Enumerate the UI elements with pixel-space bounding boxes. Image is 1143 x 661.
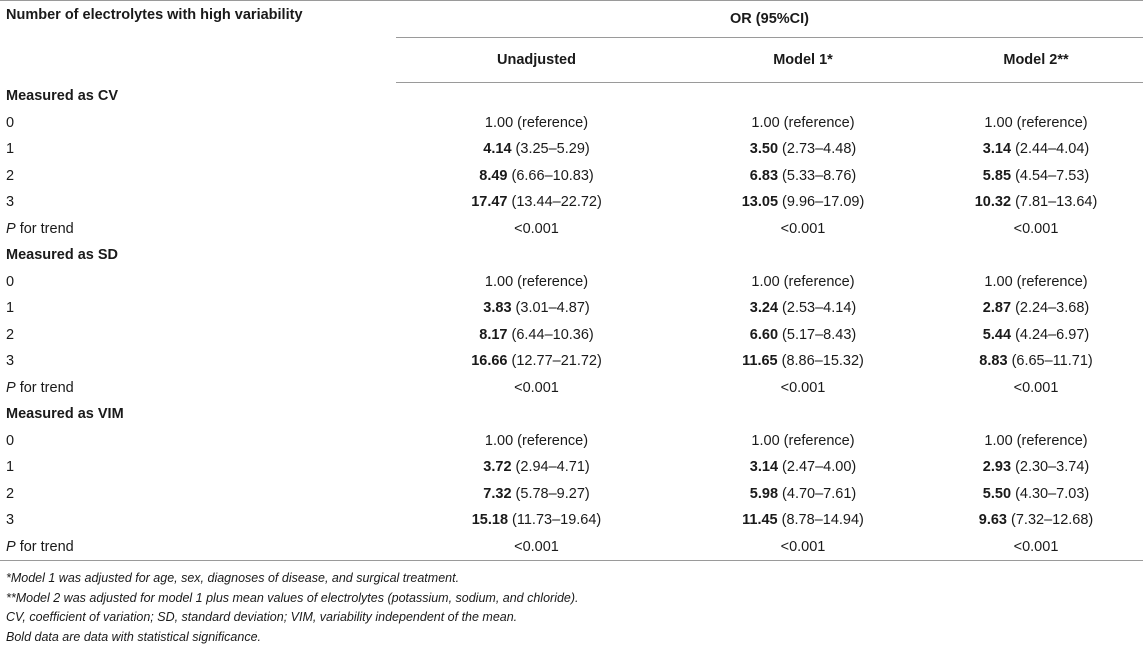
table-cell bbox=[396, 322, 677, 349]
confidence-interval: (6.44–10.36) bbox=[511, 326, 594, 343]
odds-ratio-value: 13.05 bbox=[741, 194, 779, 211]
odds-ratio-value: 9.63 bbox=[978, 512, 1007, 529]
section-title: Measured as CV bbox=[6, 88, 119, 105]
table-cell bbox=[396, 163, 677, 190]
odds-ratio-value: 5.85 bbox=[982, 167, 1012, 184]
section-header-row bbox=[0, 83, 1143, 110]
table-cell bbox=[677, 348, 929, 375]
row-label: 1 bbox=[6, 141, 15, 158]
confidence-interval: (7.81–13.64) bbox=[1015, 194, 1098, 211]
table-cell bbox=[677, 454, 929, 481]
row-label: 0 bbox=[6, 273, 15, 290]
table-cell bbox=[929, 295, 1143, 322]
table-cell: 1.00 (reference) bbox=[984, 432, 1088, 449]
table-cell bbox=[929, 454, 1143, 481]
table-row bbox=[0, 295, 1143, 322]
confidence-interval: (2.44–4.04) bbox=[1015, 141, 1090, 158]
odds-ratio-value: 3.14 bbox=[749, 459, 779, 476]
table-cell: 1.00 (reference) bbox=[751, 114, 855, 131]
table-cell bbox=[396, 481, 677, 508]
confidence-interval: (7.32–12.68) bbox=[1011, 512, 1094, 529]
table-cell: 1.00 (reference) bbox=[984, 273, 1088, 290]
table-row bbox=[0, 216, 1143, 243]
table-cell bbox=[396, 454, 677, 481]
column-header-unadjusted: Unadjusted bbox=[396, 38, 677, 83]
confidence-interval: (12.77–21.72) bbox=[511, 353, 602, 370]
table-cell: <0.001 bbox=[1013, 379, 1059, 396]
table-cell bbox=[677, 136, 929, 163]
row-label: 0 bbox=[6, 432, 15, 449]
table-cell: <0.001 bbox=[514, 220, 559, 237]
odds-ratio-value: 2.87 bbox=[982, 300, 1012, 317]
confidence-interval: (5.78–9.27) bbox=[515, 485, 590, 502]
table-cell bbox=[396, 348, 677, 375]
row-label: 3 bbox=[6, 353, 15, 370]
table-row bbox=[0, 481, 1143, 508]
odds-ratio-value: 11.65 bbox=[742, 353, 778, 370]
odds-ratio-value: 10.32 bbox=[974, 194, 1012, 211]
odds-ratio-value: 3.72 bbox=[483, 459, 512, 476]
table-cell: <0.001 bbox=[677, 534, 929, 561]
confidence-interval: (6.65–11.71) bbox=[1011, 353, 1093, 370]
row-label-italic: P bbox=[6, 220, 16, 237]
confidence-interval: (2.30–3.74) bbox=[1015, 459, 1090, 476]
table-cell: 1.00 (reference) bbox=[484, 114, 589, 131]
row-label: 3 bbox=[6, 512, 15, 529]
section-title: Measured as SD bbox=[6, 247, 119, 264]
confidence-interval: (11.73–19.64) bbox=[512, 512, 602, 529]
table-cell bbox=[929, 481, 1143, 508]
row-label: 3 bbox=[6, 194, 15, 211]
row-label: 2 bbox=[6, 485, 15, 502]
column-header-model-2: Model 2** bbox=[929, 38, 1143, 83]
odds-ratio-value: 4.14 bbox=[483, 141, 512, 158]
confidence-interval: (13.44–22.72) bbox=[511, 194, 602, 211]
confidence-interval: (3.01–4.87) bbox=[515, 300, 590, 317]
confidence-interval: (8.86–15.32) bbox=[781, 353, 864, 370]
table-cell bbox=[929, 189, 1143, 216]
table-cell bbox=[677, 322, 929, 349]
table-cell bbox=[677, 295, 929, 322]
row-label: 0 bbox=[6, 114, 15, 131]
table-cell: <0.001 bbox=[929, 534, 1143, 561]
confidence-interval: (2.53–4.14) bbox=[782, 300, 857, 317]
table-cell bbox=[396, 507, 677, 534]
odds-ratio-value: 16.66 bbox=[471, 353, 508, 370]
confidence-interval: (4.70–7.61) bbox=[782, 485, 857, 502]
table-cell: <0.001 bbox=[1013, 220, 1059, 237]
table-cell bbox=[929, 163, 1143, 190]
odds-ratio-value: 8.83 bbox=[979, 353, 1008, 370]
odds-ratio-value: 3.50 bbox=[749, 141, 779, 158]
section-title: Measured as VIM bbox=[6, 406, 124, 423]
footnote: Bold data are data with statistical significance. bbox=[6, 629, 261, 644]
footnote: *Model 1 was adjusted for age, sex, diagnoses of disease, and surgical treatment. bbox=[6, 571, 460, 585]
table-cell: <0.001 bbox=[780, 379, 826, 396]
table-row bbox=[0, 375, 1143, 402]
row-label: 1 bbox=[6, 300, 15, 317]
confidence-interval: (5.33–8.76) bbox=[782, 167, 857, 184]
confidence-interval: (2.73–4.48) bbox=[782, 141, 857, 158]
odds-ratio-value: 11.45 bbox=[742, 512, 778, 529]
odds-ratio-value: 5.98 bbox=[749, 485, 779, 502]
table-cell: <0.001 bbox=[514, 379, 559, 396]
table-row bbox=[0, 136, 1143, 163]
table-row bbox=[0, 322, 1143, 349]
table-cell bbox=[929, 348, 1143, 375]
row-label-rest: for trend bbox=[15, 220, 74, 237]
table-row bbox=[0, 348, 1143, 375]
odds-ratio-value: 5.50 bbox=[982, 485, 1012, 502]
table-header bbox=[0, 1, 1143, 83]
confidence-interval: (2.24–3.68) bbox=[1015, 300, 1090, 317]
footnote: CV, coefficient of variation; SD, standard deviation; VIM, variability independent of the mean. bbox=[6, 610, 518, 624]
row-label bbox=[0, 534, 396, 561]
row-label-rest: for trend bbox=[15, 538, 74, 555]
table-row bbox=[0, 454, 1143, 481]
table-row bbox=[0, 534, 1143, 561]
table-cell bbox=[677, 163, 929, 190]
table-body bbox=[0, 83, 1143, 561]
confidence-interval: (5.17–8.43) bbox=[782, 326, 857, 343]
confidence-interval: (3.25–5.29) bbox=[515, 141, 590, 158]
section-header-row bbox=[0, 401, 1143, 428]
table-cell bbox=[677, 481, 929, 508]
confidence-interval: (2.94–4.71) bbox=[515, 459, 590, 476]
footnote: **Model 2 was adjusted for model 1 plus mean values of electrolytes (potassium, sodium, and chloride). bbox=[6, 590, 579, 605]
table-cell bbox=[396, 189, 677, 216]
row-label: 2 bbox=[6, 326, 15, 343]
odds-ratio-value: 5.44 bbox=[982, 326, 1012, 343]
table-row bbox=[0, 428, 1143, 455]
table-row bbox=[0, 163, 1143, 190]
row-label: 1 bbox=[6, 459, 15, 476]
confidence-interval: (6.66–10.83) bbox=[511, 167, 594, 184]
table-cell bbox=[929, 507, 1143, 534]
odds-ratio-value: 6.60 bbox=[749, 326, 779, 343]
odds-ratio-value: 2.93 bbox=[982, 459, 1012, 476]
row-label-rest: for trend bbox=[15, 379, 74, 396]
confidence-interval: (8.78–14.94) bbox=[781, 512, 864, 529]
table-footnotes bbox=[0, 569, 1143, 647]
row-label bbox=[0, 216, 396, 243]
odds-ratio-value: 17.47 bbox=[471, 194, 508, 211]
odds-ratio-value: 3.14 bbox=[982, 141, 1012, 158]
table-cell: 1.00 (reference) bbox=[484, 432, 589, 449]
confidence-interval: (2.47–4.00) bbox=[782, 459, 857, 476]
table-cell bbox=[677, 507, 929, 534]
table-cell: 1.00 (reference) bbox=[984, 114, 1088, 131]
table-cell bbox=[929, 136, 1143, 163]
table-cell bbox=[677, 189, 929, 216]
row-label-italic: P bbox=[6, 379, 16, 396]
odds-ratio-value: 8.49 bbox=[479, 167, 508, 184]
table-cell: 1.00 (reference) bbox=[751, 432, 855, 449]
table-cell: 1.00 (reference) bbox=[484, 273, 589, 290]
odds-ratio-value: 6.83 bbox=[749, 167, 779, 184]
table-cell bbox=[929, 322, 1143, 349]
column-header-model-1: Model 1* bbox=[677, 38, 929, 83]
odds-ratio-value: 3.83 bbox=[483, 300, 512, 317]
table-row bbox=[0, 507, 1143, 534]
table-row bbox=[0, 189, 1143, 216]
odds-ratio-value: 3.24 bbox=[749, 300, 779, 317]
or-group-header: OR (95%CI) bbox=[396, 1, 1143, 38]
confidence-interval: (4.30–7.03) bbox=[1015, 485, 1090, 502]
table-cell bbox=[396, 295, 677, 322]
table-cell: <0.001 bbox=[780, 220, 826, 237]
row-label: 2 bbox=[6, 167, 15, 184]
table-cell: 1.00 (reference) bbox=[751, 273, 855, 290]
section-header-row bbox=[0, 242, 1143, 269]
table-cell: <0.001 bbox=[396, 534, 677, 561]
row-label bbox=[0, 375, 396, 402]
confidence-interval: (4.54–7.53) bbox=[1015, 167, 1090, 184]
table-row bbox=[0, 269, 1143, 296]
row-label-header: Number of electrolytes with high variability bbox=[0, 1, 396, 83]
odds-ratio-value: 15.18 bbox=[471, 512, 509, 529]
odds-ratio-value: 8.17 bbox=[479, 326, 508, 343]
confidence-interval: (9.96–17.09) bbox=[782, 194, 865, 211]
odds-ratio-value: 7.32 bbox=[483, 485, 512, 502]
table-cell bbox=[396, 136, 677, 163]
table-row bbox=[0, 110, 1143, 137]
confidence-interval: (4.24–6.97) bbox=[1015, 326, 1090, 343]
row-label-italic: P bbox=[6, 538, 16, 555]
